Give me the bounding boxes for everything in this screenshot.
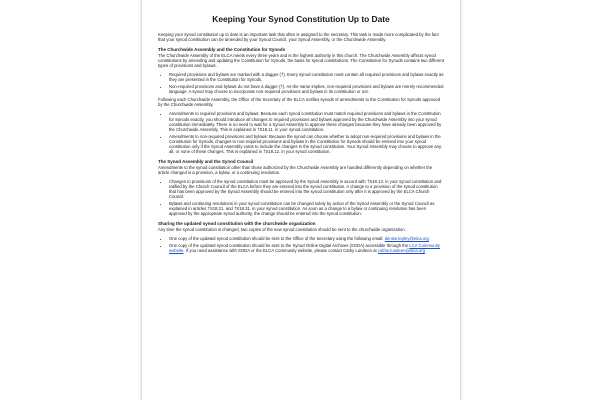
section-heading-sharing: Sharing the updated synod constitution with the churchwide organization [158, 221, 316, 227]
bullet-secretary-copy [169, 236, 444, 241]
bullet-non-required: • Non-required provisions and bylaws do not have a dagger (†). As the name implies, non-required provisions and bylaws are merely recommended language. A synod may choose to incorporate non-required provisions and bylaws in its constitution or not. [169, 84, 444, 94]
lundeen-email-link[interactable]: cathie.lundeen@elca.org [377, 248, 425, 254]
community-website-link[interactable]: LCA Community website [169, 243, 440, 254]
section-churchwide-body: The Churchwide Assembly of the ELCA meets every three years and is the highest authority in this church. The Churchwide Assembly affects synod constitutions by amending and updating the Constitution for Synods, the basis for synod constitutions. The Constitution for Synods contains two different types of provisions and bylaws. [158, 52, 444, 68]
bullet-provisions: • Changes to provisions of the synod constitution must be approved by the Synod Assembly in accord with †S18.13. in your synod constitution and ratified by the Church Council of the ELCA before they are entered into the synod constitution. A change to a provision of the synod constitution that has been approved by the Synod Assembly should be entered into the synod constitution only after it is approved by the ELCA Church Council. [169, 179, 444, 199]
page-title: Keeping Your Synod Constitution Up to Date [212, 14, 390, 24]
bullet-bylaws: • Bylaws and continuing resolutions in your synod constitution can be changed solely by action of the Synod Assembly or the Synod Council as explained in articles †S18.21. and †S18.31. in your synod constitution. As soon as a change to a bylaw or continuing resolution has been approved by the appropriate synod authority, the change should be entered into the synod constitution. [169, 201, 444, 216]
assembly-bullets [158, 179, 444, 217]
secretary-email-link[interactable]: denise.lepley@elca.org [384, 235, 429, 241]
bullet-soda-copy [169, 243, 444, 253]
followup-paragraph: Following each Churchwide Assembly, the Office of the Secretary of the ELCA notifies synods of amendments to the Constitution for Synods approved by the Churchwide Assembly. [158, 97, 441, 108]
bullet-amend-non-required: • Amendments to non-required provisions and bylaws: Because the synod can choose whether to adopt non-required provisions and bylaws in the Constitution for Synods, changes to non-required provisions and bylaws in the Constitution for Synods should be entered into your synod constitution only if the Synod Assembly votes to include the changes in the synod constitution. Your Synod Assembly may choose to approve any, all, or none of these changes. This is explained in †S18.12. in your synod constitution. [169, 134, 444, 154]
bullet-soda-text: One copy of the updated synod constitution should be sent to the Synod Online Digital Archives (SODA) accessible through the [169, 243, 409, 249]
document-page [142, 0, 460, 400]
bullet-soda-mid: . If you need assistance with SODA or the ELCA Community website, please contact Cathy Lundeen at [183, 248, 377, 254]
bullet-required: • Required provisions and bylaws are marked with a dagger (†). Every synod constitution must contain all required provisions and bylaws exactly as they are presented in the Constitution for Synods. [169, 72, 444, 82]
sharing-bullets [158, 236, 444, 253]
bullet-secretary-text: One copy of the updated synod constitution should be sent to the Office of the Secretary using the following email: [169, 235, 384, 241]
section-heading-assembly: The Synod Assembly and the Synod Council [158, 159, 254, 165]
section-assembly-body: Amendments to the synod constitution other than those authorized by the Churchwide Assembly are handled differently depending on whether the article changed is a provision, a bylaw, or a continuing resolution. [158, 164, 433, 175]
amendment-bullets [158, 111, 444, 154]
section-sharing-body: Any time the synod constitution is changed, two copies of the new synod constitution should be sent to the churchwide organization. [158, 226, 406, 232]
section-heading-churchwide: The Churchwide Assembly and the Constitution for Synods [158, 47, 286, 53]
required-bullets [158, 72, 444, 94]
bullet-amend-required: • Amendments to required provisions and bylaws: Because each synod constitution must match required provisions and bylaws in the Constitution for Synods exactly, you should introduce all changes to required provisions and bylaws approved by the Churchwide Assembly into your synod constitution immediately. There is no need to wait for a Synod Assembly to approve these changes because they have already been approved by the Churchwide Assembly. This is explained in †S18.11. in your synod constitution. [169, 111, 444, 131]
intro-paragraph: Keeping your synod constitution up to date is an important task that often is assigned to the secretary. This task is made more complicated by the fact that your synod constitution can be amended by your Synod Council, your Synod Assembly, or the Churchwide Assembly. [158, 32, 439, 43]
